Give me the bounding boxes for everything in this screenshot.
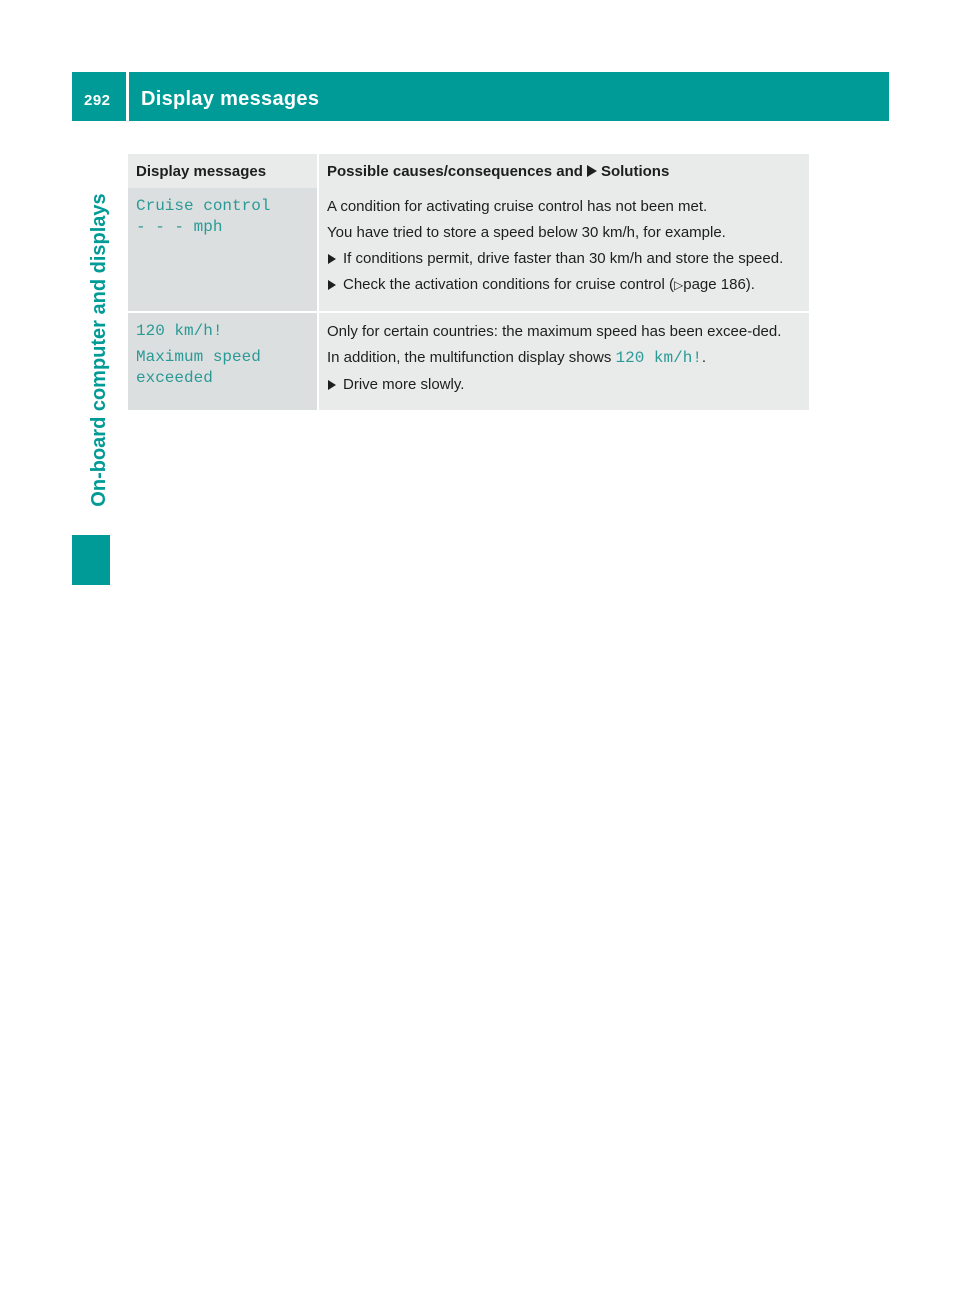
- message-line: - - - mph: [136, 218, 223, 236]
- table-row: [128, 311, 809, 410]
- message-line: Cruise control: [136, 197, 271, 215]
- side-section-label-text: On-board computer and displays: [88, 193, 110, 507]
- display-messages-table: [126, 154, 811, 410]
- addition-paragraph: [327, 347, 801, 369]
- cause-paragraph: Only for certain countries: the maximum speed has been excee-ded.: [327, 323, 782, 340]
- side-section-tab: [72, 535, 110, 585]
- addition-suffix: .: [701, 349, 707, 366]
- arrow-right-icon: [587, 165, 597, 177]
- col-causes-solutions-header: [319, 154, 809, 188]
- solution-cell: [319, 311, 809, 410]
- solution-step-text-wrap: [343, 274, 755, 296]
- page-number: 292: [84, 92, 111, 109]
- cause-paragraph: You have tried to store a speed below 30 km/h, for example.: [327, 224, 726, 241]
- page-reference-icon: ▷: [674, 278, 684, 292]
- addition-code: 120 km/h!: [615, 349, 702, 367]
- solution-step: [327, 274, 801, 296]
- message-line: exceeded: [136, 369, 213, 387]
- cause-paragraph: A condition for activating cruise control has not been met.: [327, 198, 708, 215]
- arrow-right-icon: [328, 280, 336, 290]
- section-title: Display messages: [141, 88, 320, 110]
- arrow-right-icon: [328, 380, 336, 390]
- solution-step-text: If conditions permit, drive faster than 30 km/h and store the speed.: [343, 250, 784, 267]
- table-header-row: [128, 154, 809, 188]
- message-line: Maximum speed: [136, 348, 261, 366]
- message-line: 120 km/h!: [136, 322, 223, 340]
- message-cell: [128, 188, 317, 311]
- col-display-messages-header: Display messages: [128, 154, 317, 188]
- page-reference-link[interactable]: page 186).: [683, 276, 755, 293]
- addition-prefix: In addition, the multifunction display shows: [327, 349, 616, 366]
- message-cell: [128, 311, 317, 410]
- solution-step: [327, 248, 801, 269]
- solution-step-text: Check the activation conditions for cruise control (: [343, 276, 674, 293]
- arrow-right-icon: [328, 254, 336, 264]
- table-row: [128, 188, 809, 311]
- solution-step-text: Drive more slowly.: [343, 376, 465, 393]
- header-divider: [126, 72, 129, 121]
- solutions-header-text: Solutions: [600, 163, 670, 180]
- causes-header-text: Possible causes/consequences and: [327, 163, 583, 180]
- solution-cell: [319, 188, 809, 311]
- solution-step: [327, 374, 801, 395]
